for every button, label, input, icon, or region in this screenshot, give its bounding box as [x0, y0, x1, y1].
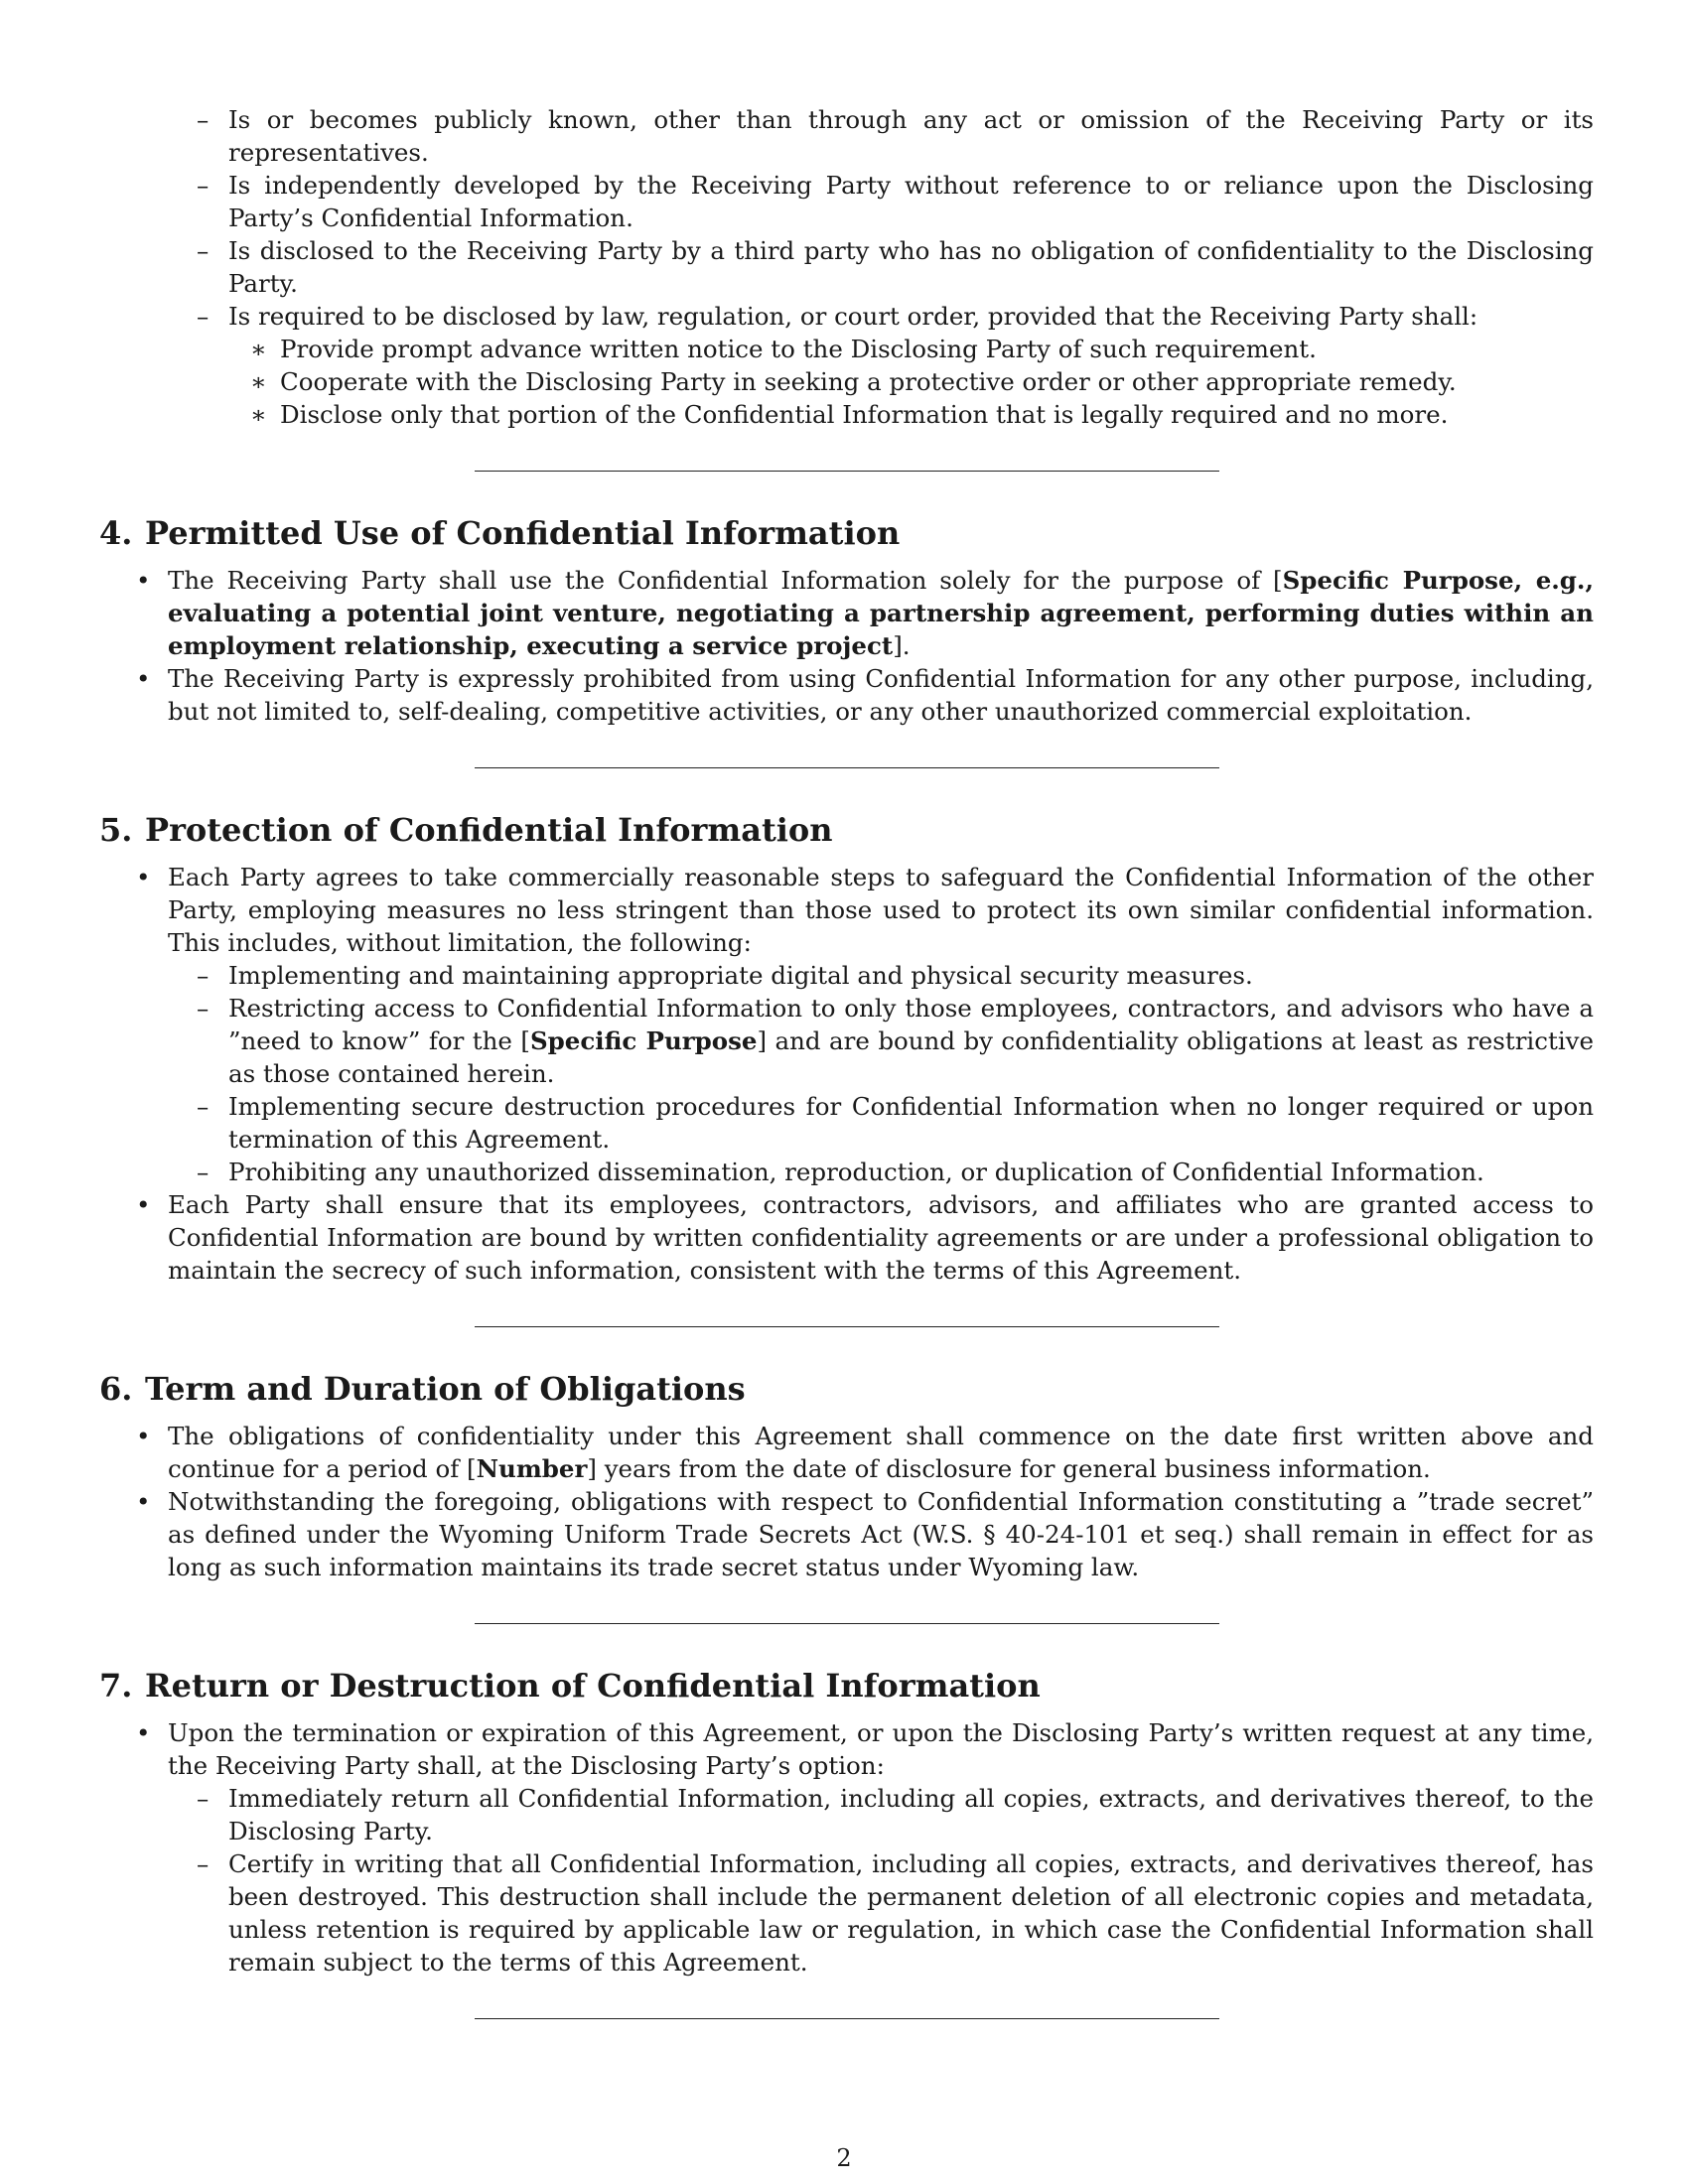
section-heading: 4. Permitted Use of Confidential Information	[99, 514, 901, 552]
section-heading: 6. Term and Duration of Obligations	[99, 1370, 746, 1408]
bullet-item: • The obligations of confidentiality under this Agreement shall commence on the date first written above and continue for a period of [Number] years from the date of disclosure for general business information.	[136, 1422, 1594, 1483]
bullet-marker: •	[136, 863, 151, 891]
list-item: – Immediately return all Confidential Information, including all copies, extracts, and derivatives thereof, to the Disclosing Party.	[197, 1784, 1594, 1845]
sub-list-item: ∗ Provide prompt advance written notice to the Disclosing Party of such requirement.	[250, 335, 1317, 363]
bullet-item: • The Receiving Party shall use the Confidential Information solely for the purpose of [Specific Purpose, e.g., evaluating a potential joint venture, negotiating a partnership agreement, performing duties within an employment relationship, executing a service project].	[136, 566, 1594, 660]
list-item: – Is disclosed to the Receiving Party by a third party who has no obligation of confidentiality to the Disclosing Party.	[197, 236, 1594, 298]
bullet-marker: •	[136, 1487, 151, 1516]
asterisk-marker: ∗	[250, 335, 267, 363]
list-item: – Is independently developed by the Receiving Party without reference to or reliance upon the Disclosing Party’s Confidential Information.	[197, 171, 1594, 232]
page-number: 2	[836, 2144, 852, 2172]
asterisk-marker: ∗	[250, 400, 267, 429]
bullet-item: • Each Party agrees to take commercially reasonable steps to safeguard the Confidential Information of the other Party, employing measures no less stringent than those used to protect its own similar confidential information. This includes, without limitation, the following:	[136, 863, 1594, 957]
sub-list-item: ∗ Cooperate with the Disclosing Party in seeking a protective order or other appropriate remedy.	[250, 367, 1457, 396]
bullet-marker: •	[136, 1718, 151, 1747]
dash-marker: –	[197, 1849, 210, 1878]
bullet-item: • Each Party shall ensure that its employees, contractors, advisors, and affiliates who are granted access to Confidential Information are bound by written confidentiality agreements or are under a professional obligation to maintain the secrecy of such information, consistent with the terms of this Agreement.	[136, 1190, 1594, 1285]
bullet-item: • The Receiving Party is expressly prohibited from using Confidential Information for any other purpose, including, but not limited to, self-dealing, competitive activities, or any other unauthorized commercial exploitation.	[136, 664, 1594, 726]
bullet-item: • Upon the termination or expiration of this Agreement, or upon the Disclosing Party’s written request at any time, the Receiving Party shall, at the Disclosing Party’s option:	[136, 1718, 1594, 1780]
dash-marker: –	[197, 994, 210, 1023]
section-divider	[475, 1623, 1219, 1624]
list-item: – Implementing secure destruction procedures for Confidential Information when no longer required or upon termination of this Agreement.	[197, 1092, 1594, 1154]
dash-marker: –	[197, 105, 210, 134]
list-item: – Prohibiting any unauthorized dissemination, reproduction, or duplication of Confidential Information.	[197, 1158, 1484, 1186]
dash-marker: –	[197, 302, 210, 331]
bullet-marker: •	[136, 1422, 151, 1450]
list-item: – Is required to be disclosed by law, regulation, or court order, provided that the Receiving Party shall:	[197, 302, 1478, 331]
bullet-item: • Notwithstanding the foregoing, obligations with respect to Confidential Information constituting a ”trade secret” as defined under the Wyoming Uniform Trade Secrets Act (W.S. § 40-24-101 et seq.) shall remain in effect for as long as such information maintains its trade secret status under Wyoming law.	[136, 1487, 1594, 1581]
section-heading: 5. Protection of Confidential Information	[99, 811, 833, 849]
dash-marker: –	[197, 171, 210, 200]
list-item: – Is or becomes publicly known, other than through any act or omission of the Receiving Party or its representatives.	[197, 105, 1594, 167]
dash-marker: –	[197, 1158, 210, 1186]
list-item: – Certify in writing that all Confidential Information, including all copies, extracts, and derivatives thereof, has been destroyed. This destruction shall include the permanent deletion of all electronic copies and metadata, unless retention is required by applicable law or regulation, in which case the Confidential Information shall remain subject to the terms of this Agreement.	[197, 1849, 1594, 1977]
section-divider	[475, 767, 1219, 768]
dash-marker: –	[197, 1092, 210, 1121]
dash-marker: –	[197, 961, 210, 990]
bullet-marker: •	[136, 1190, 151, 1219]
list-item: – Implementing and maintaining appropriate digital and physical security measures.	[197, 961, 1253, 990]
bullet-marker: •	[136, 566, 151, 595]
section-divider	[475, 2018, 1219, 2019]
section-divider	[475, 471, 1219, 472]
asterisk-marker: ∗	[250, 367, 267, 396]
section-heading: 7. Return or Destruction of Confidential Information	[99, 1667, 1041, 1705]
page-content	[99, 103, 1594, 2019]
list-item: – Restricting access to Confidential Information to only those employees, contractors, and advisors who have a ”need to know” for the [Specific Purpose] and are bound by confidentiality obligations at least as restrictive as those contained herein.	[197, 994, 1594, 1088]
section-divider	[475, 1326, 1219, 1327]
dash-marker: –	[197, 1784, 210, 1813]
bullet-marker: •	[136, 664, 151, 693]
dash-marker: –	[197, 236, 210, 265]
sub-list-item: ∗ Disclose only that portion of the Confidential Information that is legally required and no more.	[250, 400, 1449, 429]
